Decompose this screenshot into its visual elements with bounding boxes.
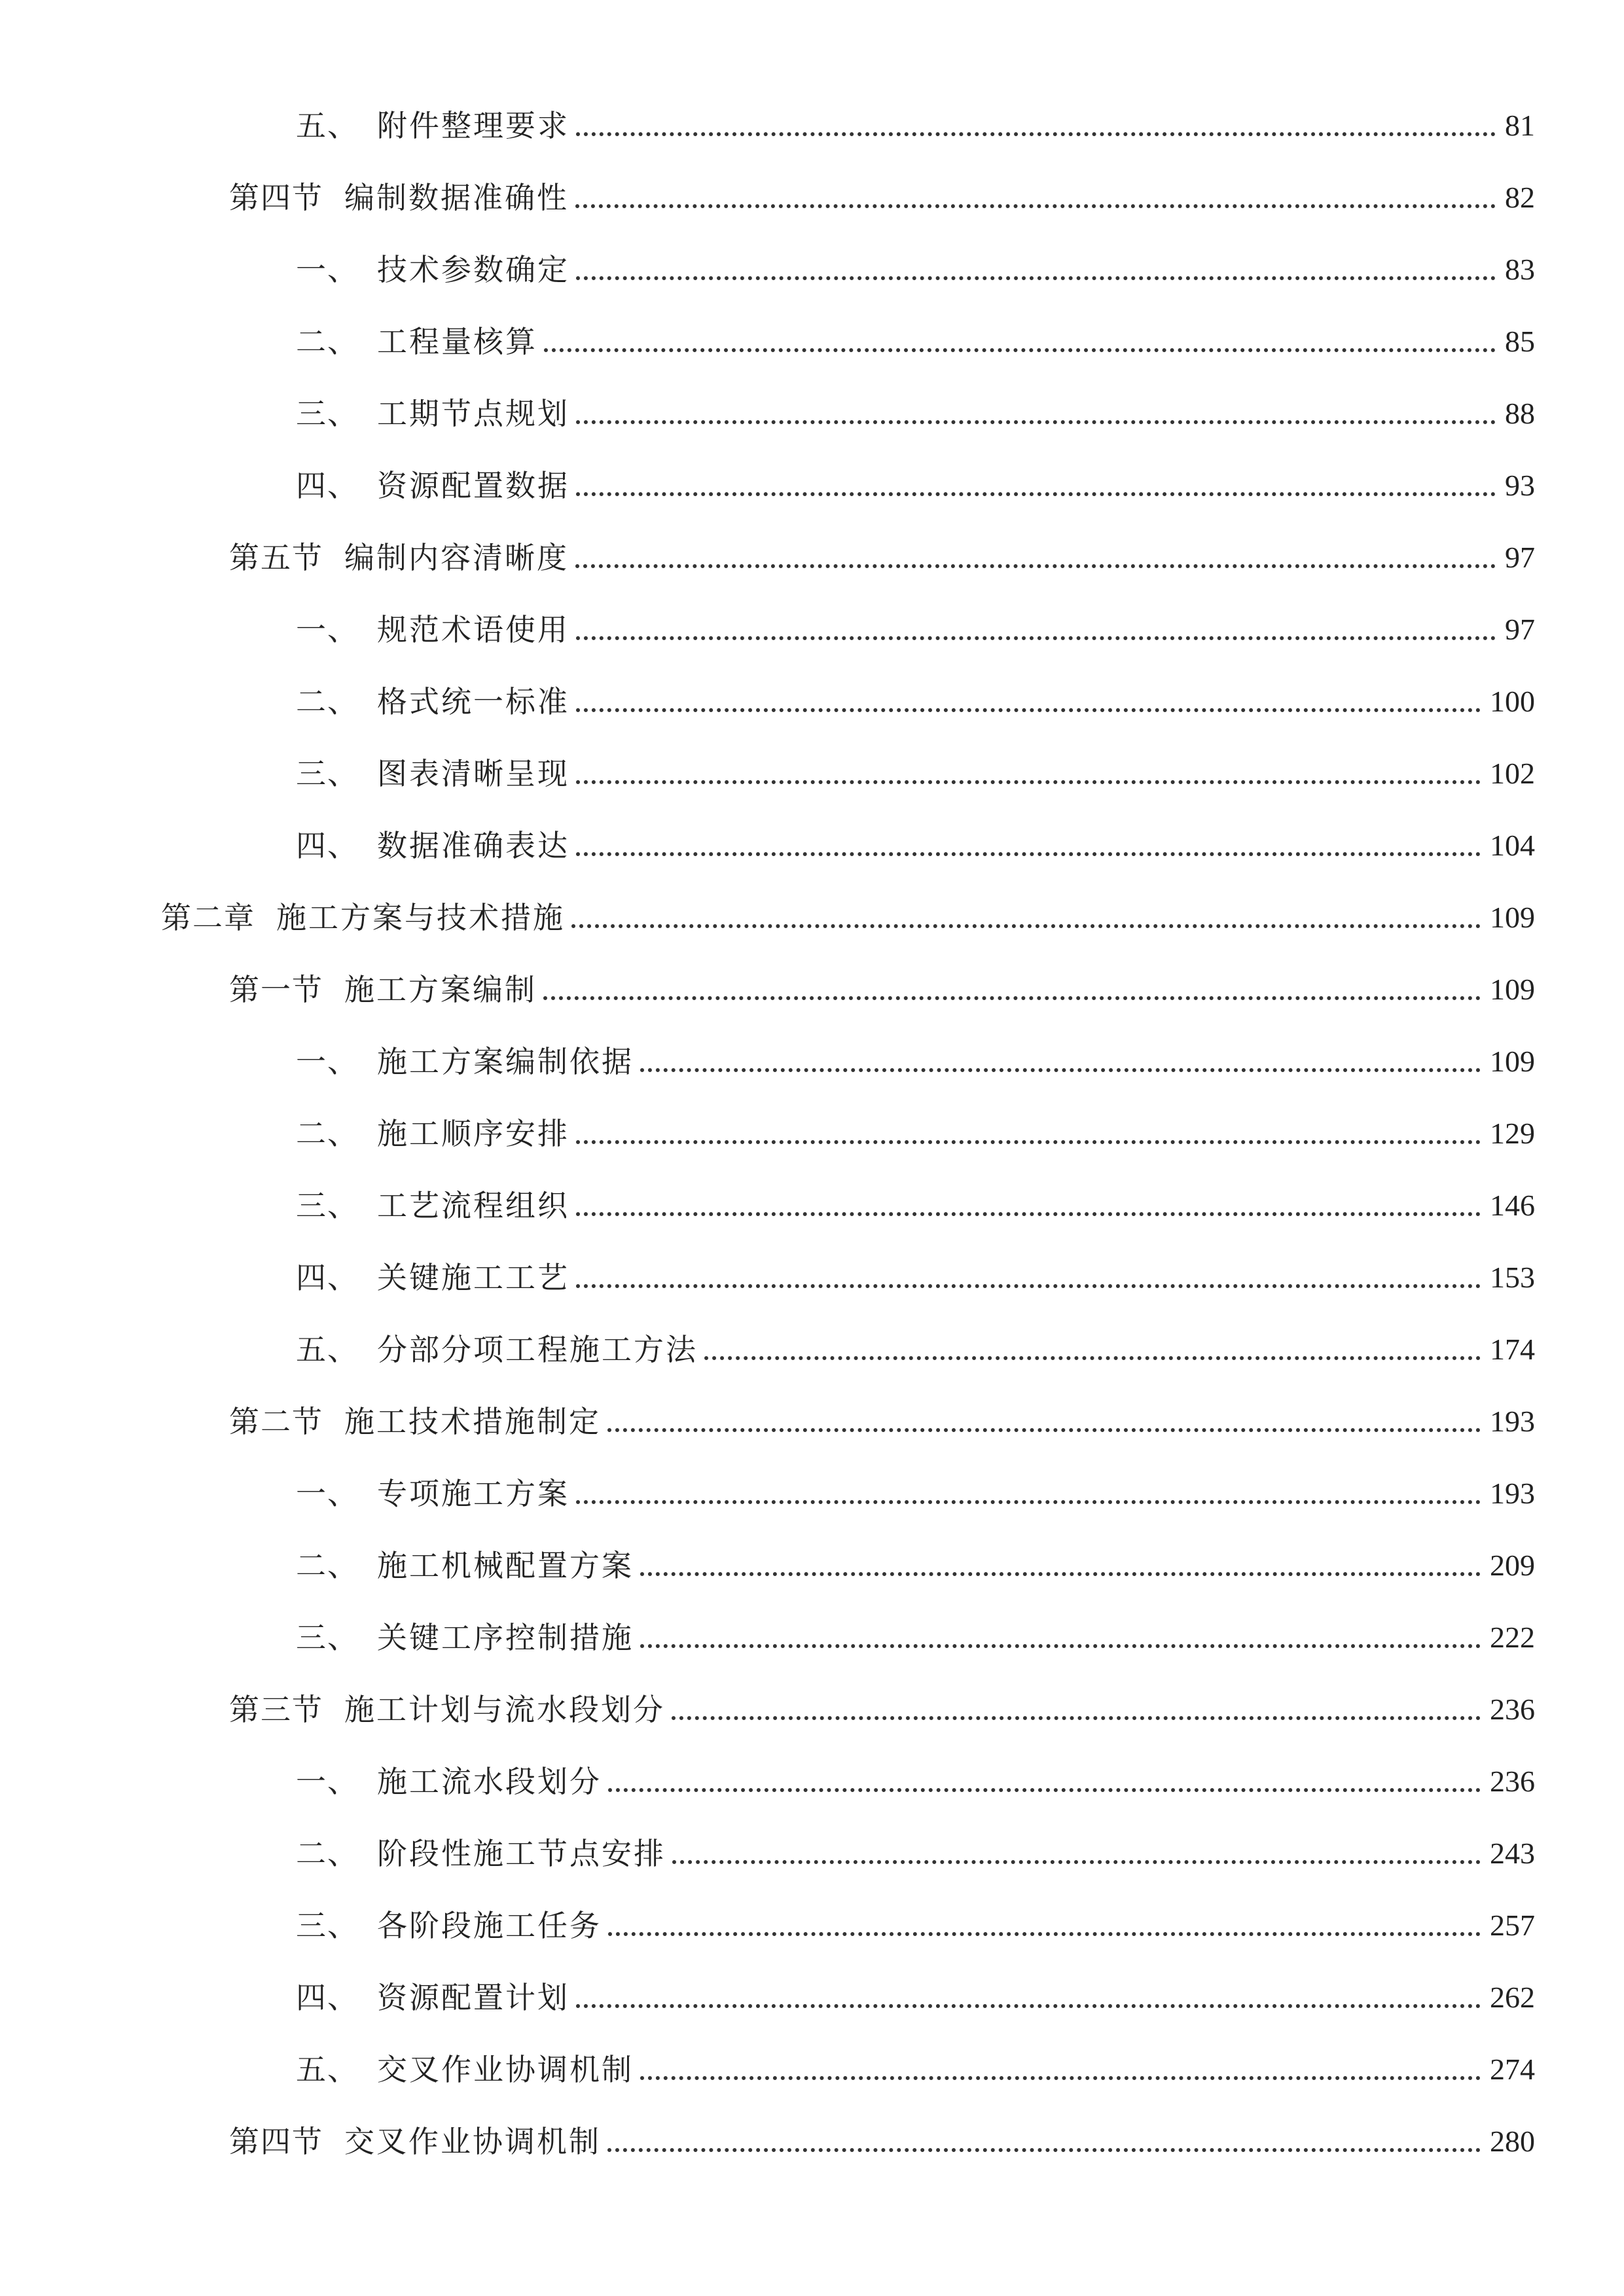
toc-entry-number: 四、 bbox=[296, 468, 359, 503]
toc-entry-page: 274 bbox=[1490, 2053, 1535, 2086]
toc-entry-number: 四、 bbox=[296, 1980, 359, 2015]
toc-entry[interactable] bbox=[296, 458, 1535, 505]
dot-leader bbox=[576, 492, 1496, 496]
toc-entry-page: 81 bbox=[1505, 109, 1535, 142]
dot-leader bbox=[571, 924, 1481, 928]
toc-entry-number: 第二节 bbox=[229, 1404, 323, 1439]
dot-leader bbox=[576, 1284, 1481, 1288]
dot-leader bbox=[608, 1932, 1481, 1936]
toc-entry[interactable] bbox=[229, 962, 1535, 1009]
dot-leader bbox=[704, 1356, 1481, 1360]
toc-entry-page: 174 bbox=[1490, 1333, 1535, 1366]
dot-leader bbox=[640, 1068, 1481, 1072]
toc-entry[interactable] bbox=[229, 2114, 1535, 2161]
toc-entry-title: 附件整理要求 bbox=[377, 108, 569, 143]
toc-entry-title: 施工机械配置方案 bbox=[377, 1548, 634, 1583]
toc-entry-title: 交叉作业协调机制 bbox=[344, 2124, 601, 2159]
toc-entry-number: 三、 bbox=[296, 756, 359, 791]
toc-entry-number: 第三节 bbox=[229, 1692, 323, 1727]
toc-entry-number: 五、 bbox=[296, 1332, 359, 1367]
toc-entry-title: 施工方案编制 bbox=[344, 972, 537, 1007]
dot-leader bbox=[576, 1500, 1481, 1504]
toc-entry-title: 施工方案与技术措施 bbox=[276, 900, 565, 935]
dot-leader bbox=[576, 420, 1496, 424]
dot-leader bbox=[543, 996, 1481, 1000]
toc-entry-title: 施工流水段划分 bbox=[377, 1764, 602, 1799]
toc-entry-title: 各阶段施工任务 bbox=[377, 1908, 602, 1943]
toc-entry-title: 专项施工方案 bbox=[377, 1476, 569, 1511]
toc-entry-page: 153 bbox=[1490, 1261, 1535, 1294]
dot-leader bbox=[576, 1140, 1481, 1144]
dot-leader bbox=[607, 1428, 1481, 1432]
toc-entry-page: 236 bbox=[1490, 1693, 1535, 1726]
toc-entry[interactable] bbox=[296, 602, 1535, 649]
toc-entry-number: 四、 bbox=[296, 828, 359, 863]
toc-entry-number: 二、 bbox=[296, 1548, 359, 1583]
toc-entry-page: 222 bbox=[1490, 1621, 1535, 1654]
toc-entry-number: 一、 bbox=[296, 612, 359, 647]
toc-entry[interactable] bbox=[296, 386, 1535, 433]
toc-entry[interactable] bbox=[296, 1826, 1535, 1873]
toc-entry-page: 109 bbox=[1490, 973, 1535, 1006]
toc-entry-number: 一、 bbox=[296, 252, 359, 287]
toc-entry-title: 施工顺序安排 bbox=[377, 1116, 569, 1151]
dot-leader bbox=[576, 2004, 1481, 2008]
toc-entry-number: 第一节 bbox=[229, 972, 323, 1007]
toc-entry-title: 工艺流程组织 bbox=[377, 1188, 569, 1223]
dot-leader bbox=[640, 1644, 1481, 1648]
toc-entry-number: 一、 bbox=[296, 1764, 359, 1799]
toc-entry[interactable] bbox=[229, 1682, 1535, 1729]
toc-entry-page: 146 bbox=[1490, 1189, 1535, 1222]
toc-entry[interactable] bbox=[296, 314, 1535, 361]
toc-entry-number: 三、 bbox=[296, 1908, 359, 1943]
toc-entry-title: 分部分项工程施工方法 bbox=[377, 1332, 698, 1367]
toc-entry-page: 280 bbox=[1490, 2125, 1535, 2158]
toc-entry[interactable] bbox=[296, 1322, 1535, 1369]
dot-leader bbox=[672, 1716, 1481, 1720]
toc-entry[interactable] bbox=[296, 1754, 1535, 1801]
dot-leader bbox=[608, 1788, 1481, 1792]
toc-entry[interactable] bbox=[296, 1466, 1535, 1513]
toc-entry-title: 编制内容清晰度 bbox=[344, 540, 569, 575]
toc-entry-title: 编制数据准确性 bbox=[344, 180, 569, 215]
toc-entry-page: 82 bbox=[1505, 181, 1535, 214]
toc-entry-number: 三、 bbox=[296, 1188, 359, 1223]
toc-entry-number: 三、 bbox=[296, 1620, 359, 1655]
dot-leader bbox=[607, 2148, 1481, 2152]
toc-entry-page: 257 bbox=[1490, 1909, 1535, 1942]
toc-entry-page: 109 bbox=[1490, 901, 1535, 934]
dot-leader bbox=[576, 780, 1481, 784]
toc-entry[interactable] bbox=[296, 1106, 1535, 1153]
toc-entry-page: 193 bbox=[1490, 1405, 1535, 1438]
toc-entry-page: 129 bbox=[1490, 1117, 1535, 1150]
toc-entry[interactable] bbox=[296, 1034, 1535, 1081]
toc-entry-title: 施工技术措施制定 bbox=[344, 1404, 601, 1439]
toc-entry[interactable] bbox=[296, 98, 1535, 145]
toc-entry-number: 五、 bbox=[296, 2052, 359, 2087]
toc-entry[interactable] bbox=[296, 1178, 1535, 1225]
toc-entry-page: 100 bbox=[1490, 685, 1535, 718]
toc-entry[interactable] bbox=[296, 1538, 1535, 1585]
toc-entry[interactable] bbox=[161, 890, 1535, 937]
dot-leader bbox=[576, 852, 1481, 856]
toc-entry-title: 关键工序控制措施 bbox=[377, 1620, 634, 1655]
toc-entry-title: 资源配置计划 bbox=[377, 1980, 569, 2015]
toc-entry[interactable] bbox=[296, 1970, 1535, 2017]
toc-entry[interactable] bbox=[296, 1610, 1535, 1657]
toc-entry-page: 193 bbox=[1490, 1477, 1535, 1510]
toc-entry-number: 第二章 bbox=[161, 900, 255, 935]
toc-entry-title: 规范术语使用 bbox=[377, 612, 569, 647]
dot-leader bbox=[575, 564, 1496, 568]
toc-entry[interactable] bbox=[229, 530, 1535, 577]
toc-entry-page: 209 bbox=[1490, 1549, 1535, 1582]
toc-entry-title: 关键施工工艺 bbox=[377, 1260, 569, 1295]
toc-entry-number: 二、 bbox=[296, 684, 359, 719]
toc-entry-page: 109 bbox=[1490, 1045, 1535, 1078]
toc-entry-page: 88 bbox=[1505, 397, 1535, 430]
toc-entry[interactable] bbox=[229, 1394, 1535, 1441]
toc-entry[interactable] bbox=[296, 746, 1535, 793]
toc-entry-title: 工程量核算 bbox=[377, 324, 537, 359]
toc-entry-number: 第四节 bbox=[229, 180, 323, 215]
dot-leader bbox=[672, 1860, 1481, 1864]
toc-entry-title: 格式统一标准 bbox=[377, 684, 569, 719]
dot-leader bbox=[576, 636, 1496, 640]
toc-entry-number: 二、 bbox=[296, 324, 359, 359]
toc-entry-number: 一、 bbox=[296, 1476, 359, 1511]
toc-entry[interactable] bbox=[296, 1898, 1535, 1945]
toc-entry-title: 施工方案编制依据 bbox=[377, 1044, 634, 1079]
toc-entry-number: 三、 bbox=[296, 396, 359, 431]
toc-entry[interactable] bbox=[296, 2042, 1535, 2089]
toc-entry-number: 二、 bbox=[296, 1116, 359, 1151]
toc-entry-number: 二、 bbox=[296, 1836, 359, 1871]
toc-entry-title: 工期节点规划 bbox=[377, 396, 569, 431]
toc-entry-title: 技术参数确定 bbox=[377, 252, 569, 287]
toc-entry-number: 一、 bbox=[296, 1044, 359, 1079]
toc-entry-page: 93 bbox=[1505, 469, 1535, 502]
toc-entry-page: 243 bbox=[1490, 1837, 1535, 1870]
dot-leader bbox=[576, 276, 1496, 280]
dot-leader bbox=[575, 204, 1496, 208]
toc-entry-number: 第五节 bbox=[229, 540, 323, 575]
dot-leader bbox=[640, 1572, 1481, 1576]
toc-entry[interactable] bbox=[296, 818, 1535, 865]
toc-entry-page: 262 bbox=[1490, 1981, 1535, 2014]
toc-entry-page: 102 bbox=[1490, 757, 1535, 790]
toc-entry-page: 104 bbox=[1490, 829, 1535, 862]
toc-entry-page: 83 bbox=[1505, 253, 1535, 286]
toc-entry-title: 阶段性施工节点安排 bbox=[377, 1836, 666, 1871]
toc-entry-title: 数据准确表达 bbox=[377, 828, 569, 863]
toc-entry-page: 85 bbox=[1505, 325, 1535, 358]
toc-entry-title: 施工计划与流水段划分 bbox=[344, 1692, 665, 1727]
toc-entry-number: 五、 bbox=[296, 108, 359, 143]
toc-entry[interactable] bbox=[296, 674, 1535, 721]
toc-entry[interactable] bbox=[229, 170, 1535, 217]
toc-entry[interactable] bbox=[296, 242, 1535, 289]
toc-entry-page: 97 bbox=[1505, 613, 1535, 646]
dot-leader bbox=[576, 132, 1496, 136]
toc-entry-number: 四、 bbox=[296, 1260, 359, 1295]
dot-leader bbox=[576, 708, 1481, 712]
dot-leader bbox=[544, 348, 1496, 352]
toc-entry-page: 97 bbox=[1505, 541, 1535, 574]
toc-entry-title: 交叉作业协调机制 bbox=[377, 2052, 634, 2087]
toc-entry-title: 图表清晰呈现 bbox=[377, 756, 569, 791]
dot-leader bbox=[640, 2076, 1481, 2080]
toc-entry-title: 资源配置数据 bbox=[377, 468, 569, 503]
toc-entry-number: 第四节 bbox=[229, 2124, 323, 2159]
dot-leader bbox=[576, 1212, 1481, 1216]
toc-entry[interactable] bbox=[296, 1250, 1535, 1297]
toc-entry-page: 236 bbox=[1490, 1765, 1535, 1798]
